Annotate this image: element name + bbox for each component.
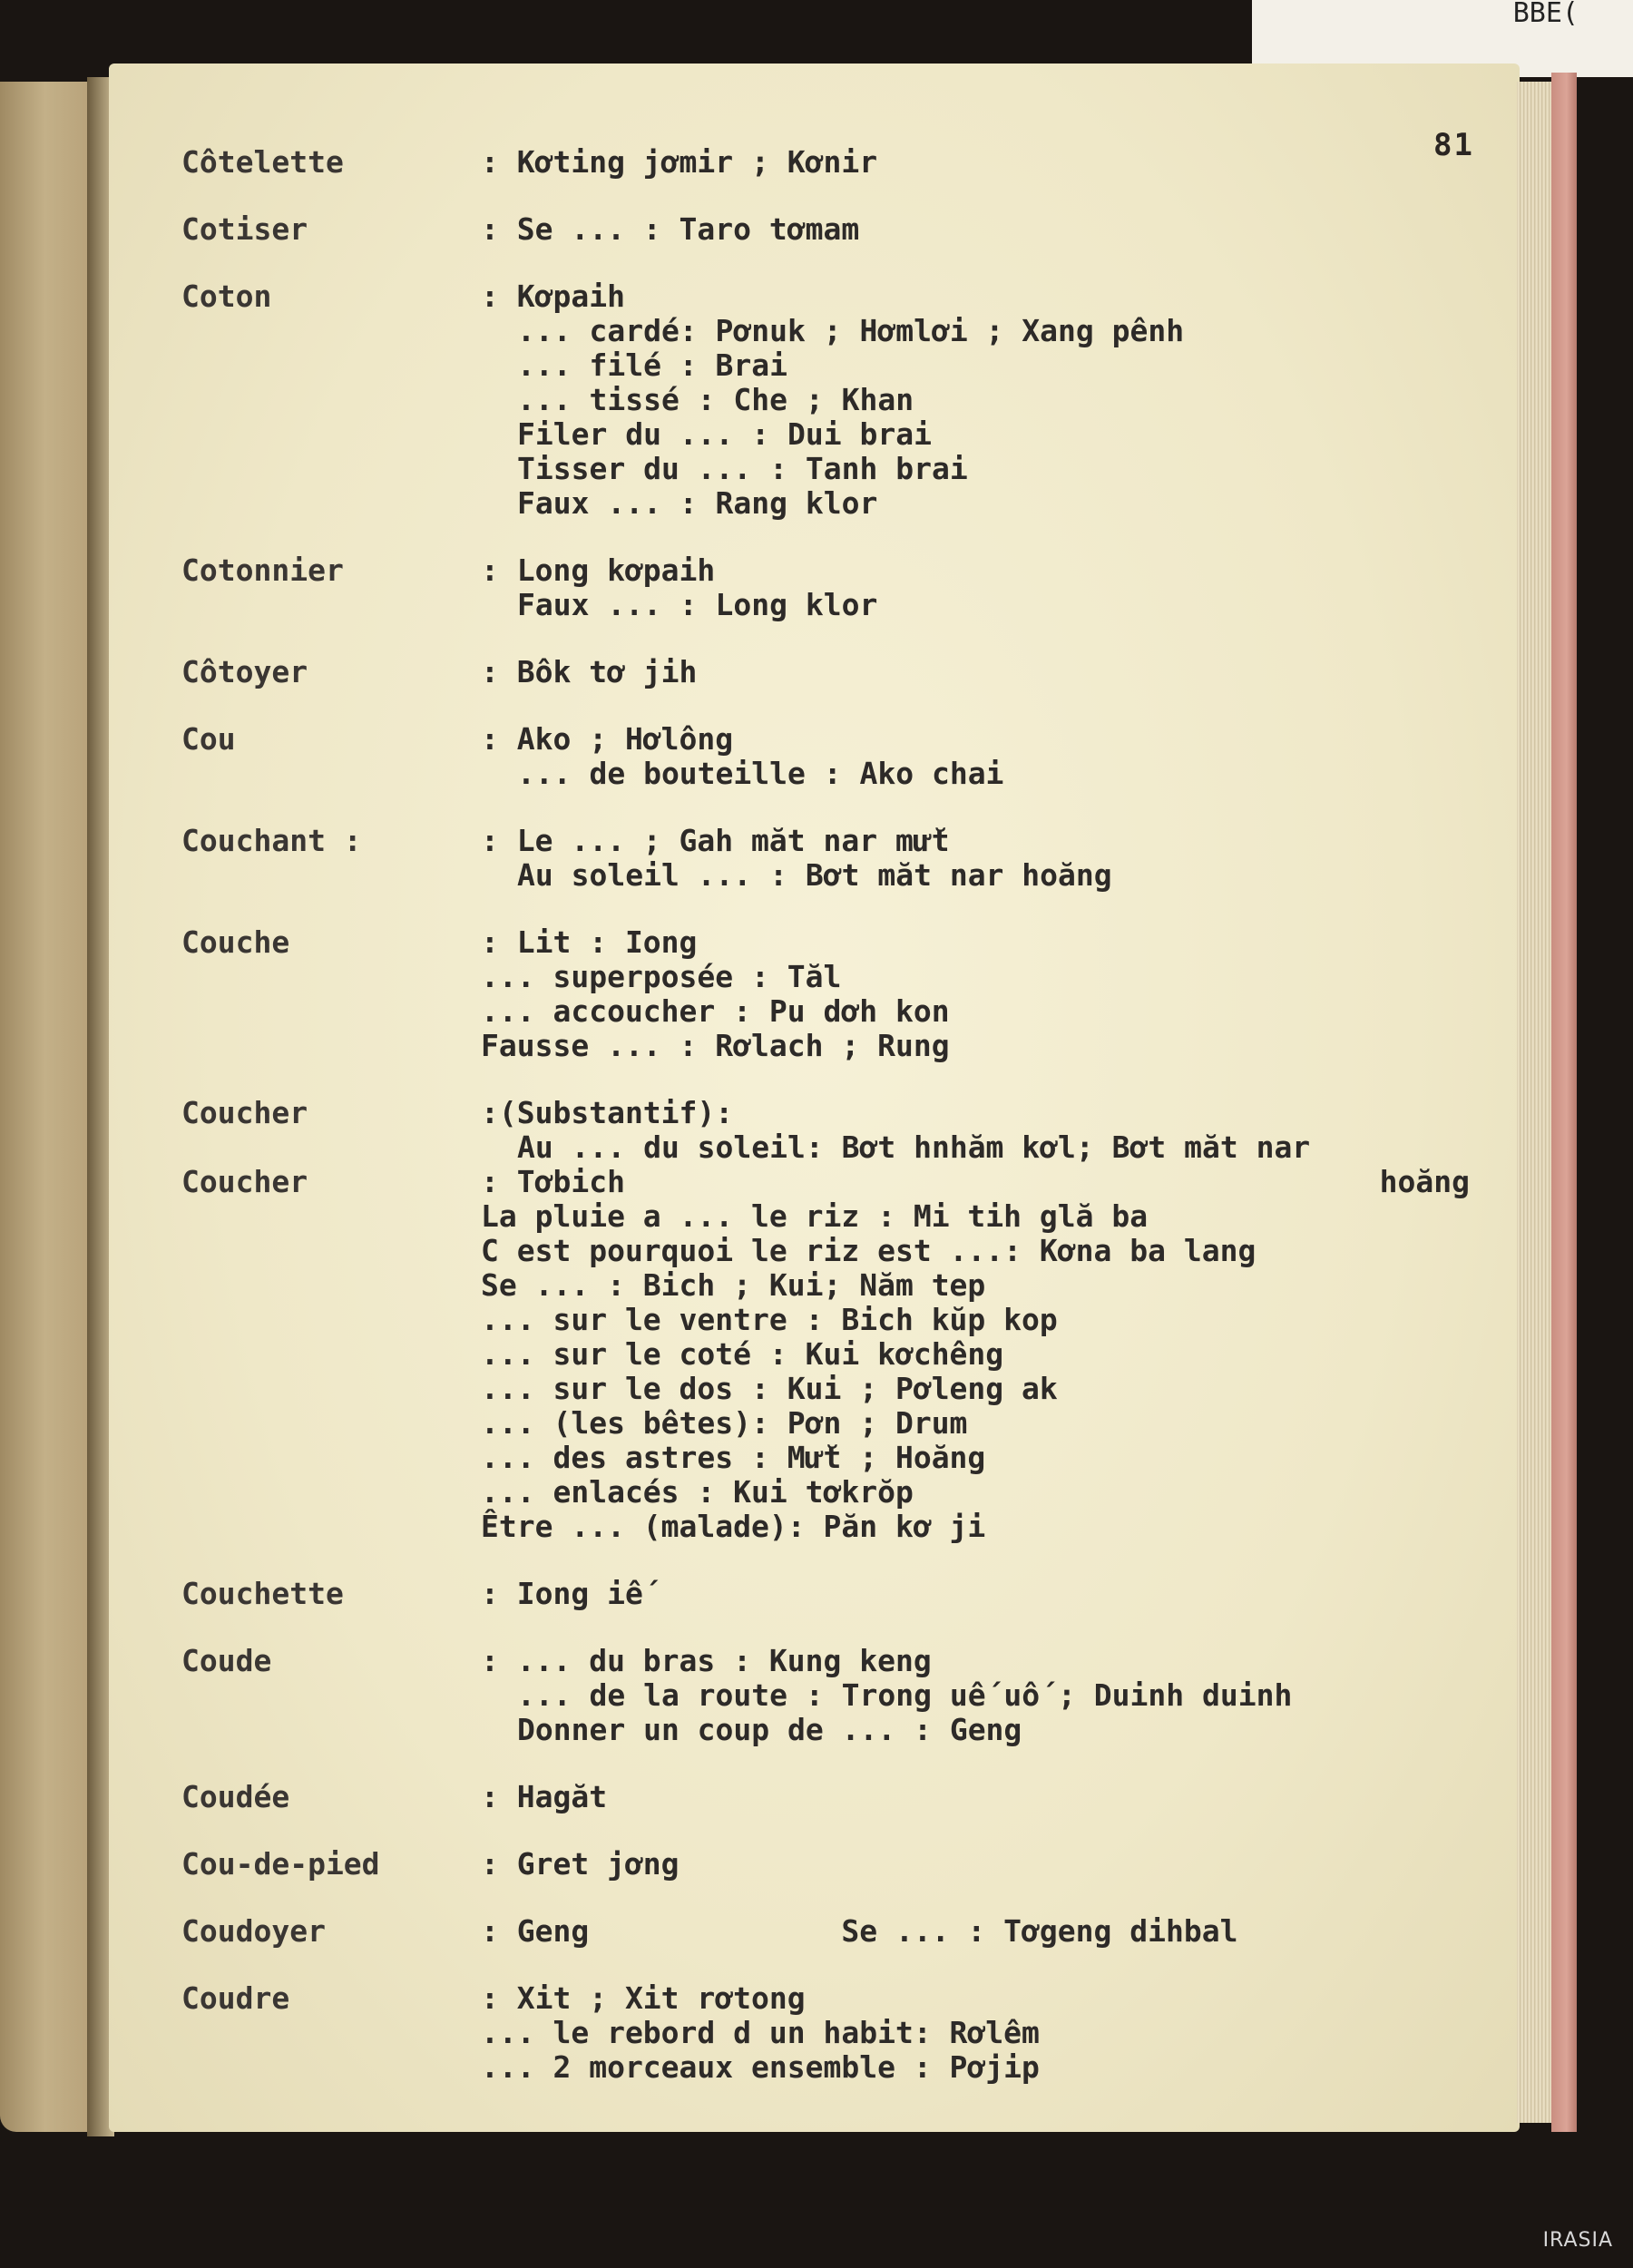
entry-line: Être ... (malade): Păn kơ ji xyxy=(481,1509,986,1544)
dictionary-entry xyxy=(181,1165,1506,1544)
entry-body xyxy=(481,824,1506,893)
entry-body xyxy=(481,1847,1506,1882)
entry-line: Au soleil ... : Bơt măt nar hoăng xyxy=(517,857,1112,893)
entry-line: : Se ... : Taro tơmam xyxy=(481,211,860,247)
dictionary-entries xyxy=(181,145,1506,2085)
entry-body xyxy=(481,1780,1506,1814)
dictionary-entry xyxy=(181,925,1506,1063)
entry-line: Filer du ... : Dui brai xyxy=(517,416,932,452)
entry-headword: Cou xyxy=(181,721,236,757)
entry-line: ... (les bêtes): Pơn ; Drum xyxy=(481,1405,968,1441)
entry-line: : Gret jơng xyxy=(481,1846,680,1882)
entry-headword: Cotiser xyxy=(181,211,308,247)
entry-line: ... 2 morceaux ensemble : Pơjip xyxy=(481,2049,1040,2085)
entry-headword: Côtoyer xyxy=(181,654,308,689)
entry-line-wrap: hoăng xyxy=(1379,1164,1470,1199)
entry-line: : Le ... ; Gah măt nar mư̆t xyxy=(481,823,950,858)
dictionary-entry xyxy=(181,824,1506,893)
entry-line: Faux ... : Rang klor xyxy=(517,485,878,521)
entry-body xyxy=(481,1981,1506,2085)
dictionary-entry xyxy=(181,212,1506,247)
entry-line: : Lit : Iong xyxy=(481,924,698,960)
entry-line: Se ... : Bich ; Kui; Năm tep xyxy=(481,1267,986,1303)
entry-line: : ... du bras : Kung keng xyxy=(481,1643,932,1678)
entry-line: ... cardé: Pơnuk ; Hơmlơi ; Xang pênh xyxy=(517,313,1185,348)
entry-line: : Kơpaih xyxy=(481,279,625,314)
entry-line: :(Substantif): xyxy=(481,1095,734,1130)
entry-headword: Couchant : xyxy=(181,823,362,858)
entry-line: ... accoucher : Pu dơh kon xyxy=(481,993,950,1029)
entry-line: : Geng Se ... : Tơgeng dihbal xyxy=(481,1913,1238,1949)
entry-line: ... des astres : Mư̆t ; Hoăng xyxy=(481,1440,986,1475)
entry-line: : Bôk tơ jih xyxy=(481,654,698,689)
entry-line: ... de la route : Trong uế uố ; Duinh duinh xyxy=(517,1677,1293,1713)
entry-line: Donner un coup de ... : Geng xyxy=(517,1712,1022,1747)
page-number: 81 xyxy=(1433,127,1474,163)
entry-headword: Côtelette xyxy=(181,144,344,180)
entry-line: : Kơting jơmir ; Kơnir xyxy=(481,144,878,180)
entry-headword: Coudre xyxy=(181,1980,290,2016)
entry-headword: Coude xyxy=(181,1643,272,1678)
entry-body xyxy=(481,722,1506,791)
entry-body xyxy=(481,145,1506,180)
entry-line: Tisser du ... : Tanh brai xyxy=(517,451,968,486)
dictionary-entry xyxy=(181,145,1506,180)
left-facing-page xyxy=(0,82,100,2132)
entry-line: : Long kơpaih xyxy=(481,552,716,588)
entry-body xyxy=(481,553,1506,622)
entry-body xyxy=(481,1914,1506,1949)
entry-line: C est pourquoi le riz est ...: Kơna ba lang xyxy=(481,1233,1257,1268)
entry-line: ... sur le dos : Kui ; Pơleng ak xyxy=(481,1371,1058,1406)
dictionary-entry xyxy=(181,1914,1506,1949)
entry-headword: Cotonnier xyxy=(181,552,344,588)
entry-line: : Hagăt xyxy=(481,1779,608,1814)
entry-body xyxy=(481,212,1506,247)
entry-headword: Coucher xyxy=(181,1164,308,1199)
entry-headword: Couche xyxy=(181,924,290,960)
entry-line: ... enlacés : Kui tơkrŏp xyxy=(481,1474,914,1510)
entry-body xyxy=(481,279,1506,521)
entry-line: ... de bouteille : Ako chai xyxy=(517,756,1004,791)
entry-line: ... le rebord d un habit: Rơlêm xyxy=(481,2015,1040,2050)
entry-line: ... superposée : Tăl xyxy=(481,959,842,994)
entry-line: ... tissé : Che ; Khan xyxy=(517,382,914,417)
entry-line: : Iong iế xyxy=(481,1576,643,1611)
watermark: IRASIA xyxy=(1542,2229,1613,2252)
dictionary-entry xyxy=(181,1577,1506,1611)
entry-body xyxy=(481,925,1506,1063)
entry-headword: Couchette xyxy=(181,1576,344,1611)
entry-body xyxy=(481,1165,1506,1544)
red-cover-edge xyxy=(1551,73,1577,2132)
entry-line: : Tơbich xyxy=(481,1164,625,1199)
entry-headword: Coucher xyxy=(181,1095,308,1130)
entry-headword: Cou-de-pied xyxy=(181,1846,380,1882)
dictionary-entry xyxy=(181,722,1506,791)
dictionary-entry xyxy=(181,1981,1506,2085)
entry-line: Au ... du soleil: Bơt hnhăm kơl; Bơt măt nar xyxy=(517,1129,1311,1165)
dictionary-entry xyxy=(181,279,1506,521)
dictionary-entry xyxy=(181,1847,1506,1882)
entry-line: ... sur le coté : Kui kơchêng xyxy=(481,1336,1004,1372)
entry-body xyxy=(481,1577,1506,1611)
entry-headword: Coudoyer xyxy=(181,1913,326,1949)
entry-line: Fausse ... : Rơlach ; Rung xyxy=(481,1028,950,1063)
entry-line: ... sur le ventre : Bich kŭp kop xyxy=(481,1302,1058,1337)
entry-headword: Coudée xyxy=(181,1779,290,1814)
entry-headword: Coton xyxy=(181,279,272,314)
entry-line: Faux ... : Long klor xyxy=(517,587,878,622)
dictionary-entry xyxy=(181,1644,1506,1747)
dictionary-entry xyxy=(181,553,1506,622)
dictionary-entry xyxy=(181,655,1506,689)
corner-fragment-text: BBE( xyxy=(1512,0,1579,29)
entry-body xyxy=(481,1644,1506,1747)
entry-line: : Xit ; Xit rơtong xyxy=(481,1980,806,2016)
page-edges xyxy=(1517,82,1553,2123)
entry-body xyxy=(481,655,1506,689)
entry-line: La pluie a ... le riz : Mi tih glă ba xyxy=(481,1198,1149,1234)
dictionary-entry xyxy=(181,1780,1506,1814)
entry-line: : Ako ; Hơlông xyxy=(481,721,734,757)
entry-line: ... filé : Brai xyxy=(517,347,788,383)
